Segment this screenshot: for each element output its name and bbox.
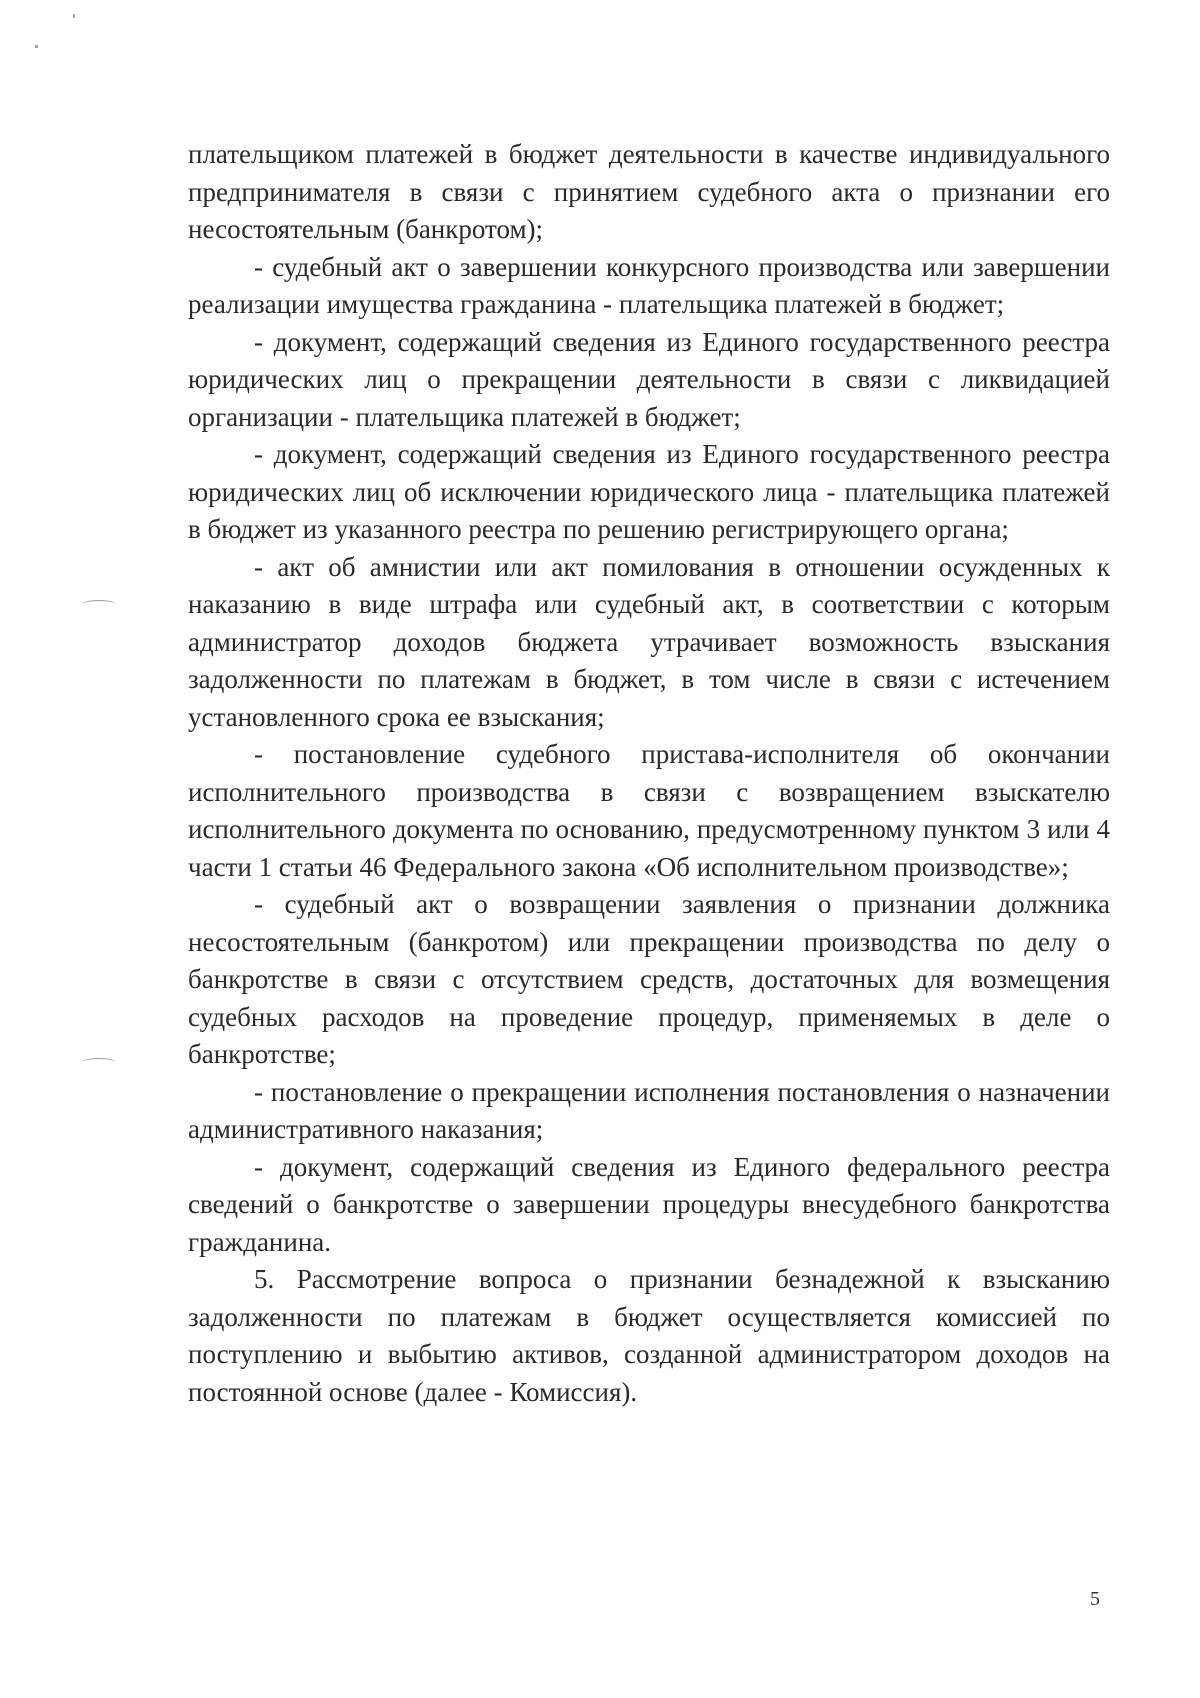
list-item-extrajudicial-bankruptcy: - документ, содержащий сведения из Единого федерального реестра сведений о банкротстве о завершении процедуры внесудебного банкротства гражданина. bbox=[188, 1151, 1110, 1257]
page-number: 5 bbox=[1090, 1588, 1100, 1610]
list-item-penalty-termination: - постановление о прекращении исполнения постановления о назначении административного наказания; bbox=[188, 1076, 1110, 1144]
punch-hole-mark bbox=[82, 1058, 116, 1067]
punch-hole-mark bbox=[82, 600, 116, 609]
list-item-amnesty-act: - акт об амнистии или акт помилования в отношении осужденных к наказанию в виде штрафа или судебный акт, в соответствии с которым администратор доходов бюджета утрачивает возможность взыскания задолженности по платежам в бюджет, в том числе в связи с истечением установленного срока ее взыскания; bbox=[188, 551, 1110, 732]
list-item-egrul-exclusion: - документ, содержащий сведения из Единого государственного реестра юридических лиц об исключении юридического лица - плательщика платежей в бюджет из указанного реестра по решению регистрирующего органа; bbox=[188, 439, 1110, 544]
list-item-court-act-completion: - судебный акт о завершении конкурсного производства или завершении реализации имущества гражданина - плательщика платежей в бюджет; bbox=[188, 251, 1110, 319]
list-item-bailiff-resolution: - постановление судебного пристава-исполнителя об окончании исполнительного производства в связи с возвращением взыскателю исполнительного документа по основанию, предусмотренному пунктом 3 или 4 части 1 статьи 46 Федерального закона «Об исполнительном производстве»; bbox=[188, 739, 1110, 882]
paragraph-continuation: плательщиком платежей в бюджет деятельности в качестве индивидуального предпринимателя в связи с принятием судебного акта о признании его несостоятельным (банкротом); bbox=[188, 139, 1110, 244]
document-body bbox=[188, 136, 1110, 1411]
list-item-bankruptcy-return: - судебный акт о возвращении заявления о признании должника несостоятельным (банкротом) или прекращении производства по делу о банкротстве в связи с отсутствием средств, достаточных для возмещения судебных расходов на проведение процедур, применяемых в деле о банкротстве; bbox=[188, 889, 1110, 1069]
scan-speck bbox=[35, 45, 38, 48]
scan-speck bbox=[73, 14, 75, 18]
list-item-egrul-liquidation: - документ, содержащий сведения из Единого государственного реестра юридических лиц о прекращении деятельности в связи с ликвидацией организации - плательщика платежей в бюджет; bbox=[188, 326, 1110, 432]
section-5-paragraph: 5. Рассмотрение вопроса о признании безнадежной к взысканию задолженности по платежам в бюджет осуществляется комиссией по поступлению и выбытию активов, созданной администратором доходов на постоянной основе (далее - Комиссия). bbox=[188, 1264, 1110, 1407]
